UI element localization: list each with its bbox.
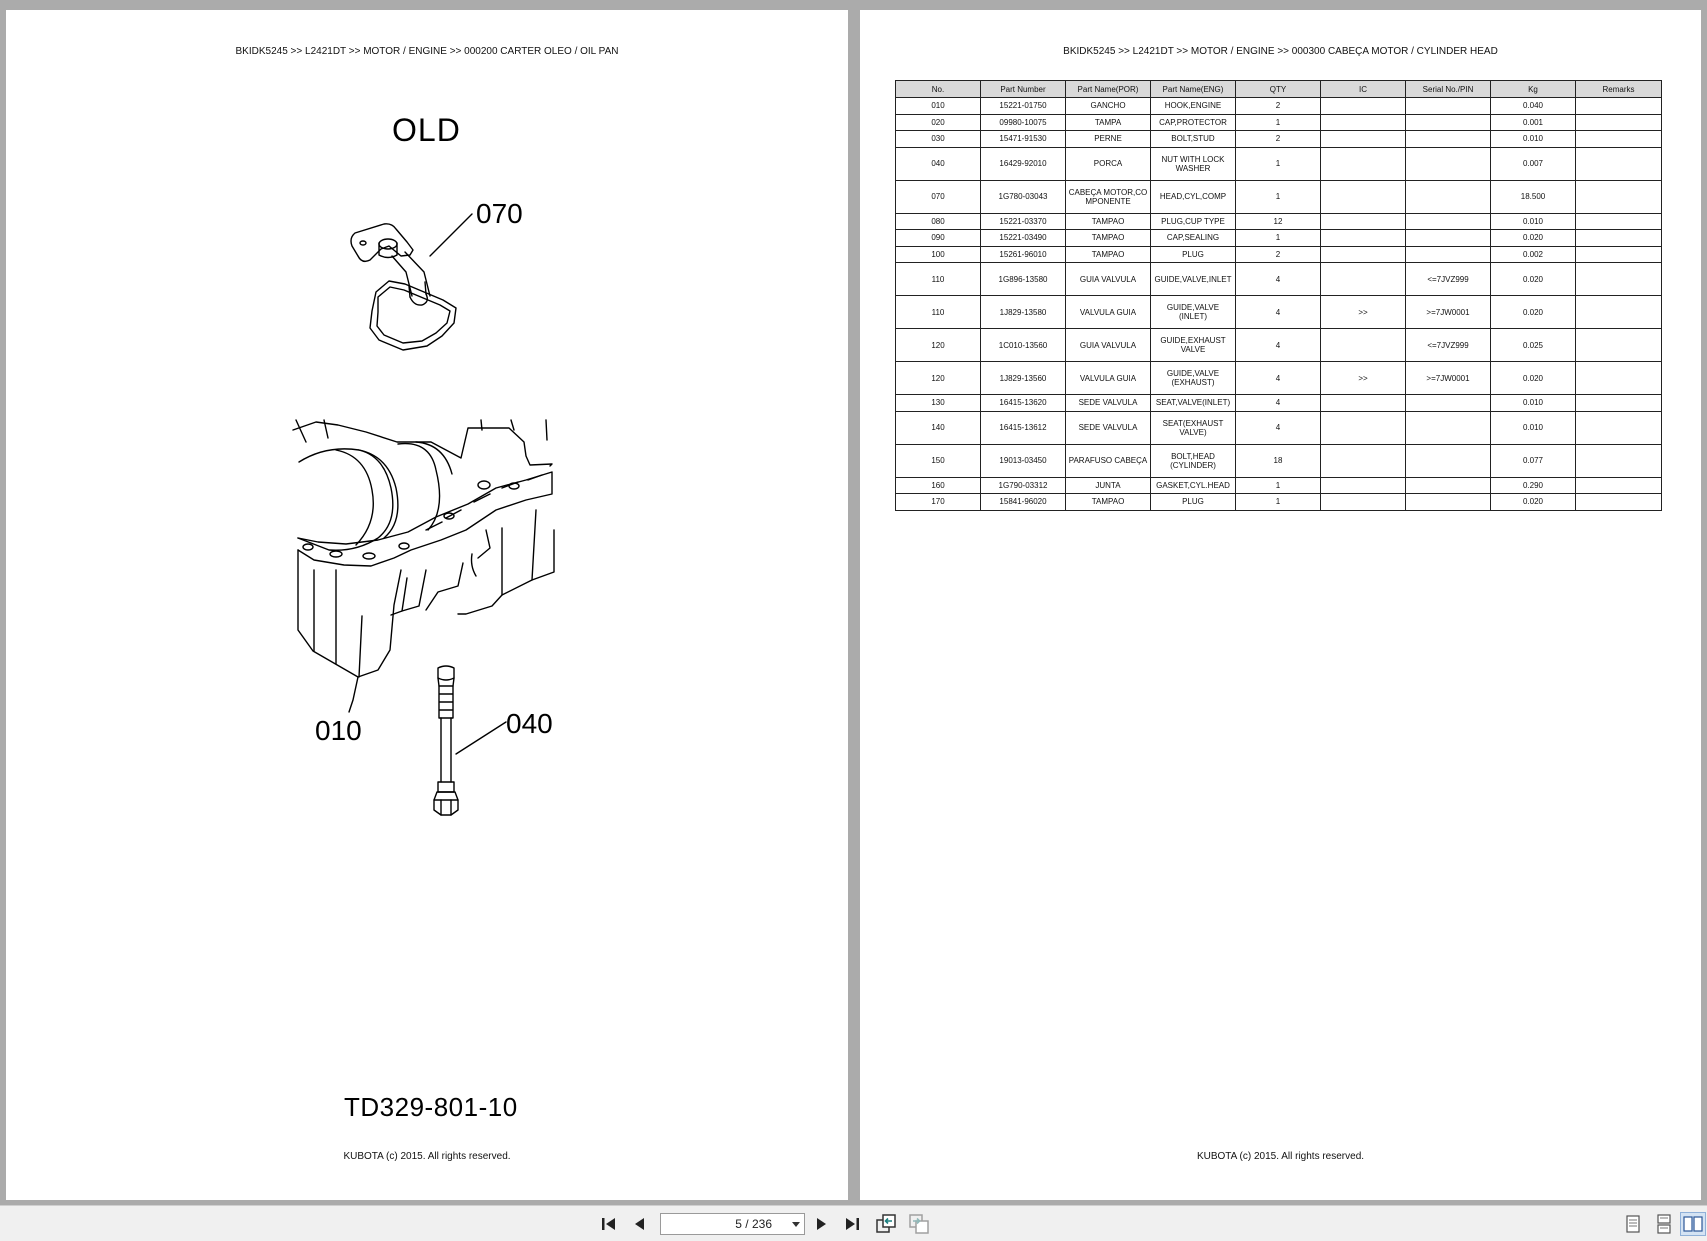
cell-qty: 2	[1236, 98, 1321, 115]
table-row	[896, 213, 1662, 230]
cell-kg: 0.025	[1491, 329, 1576, 362]
cell-part-number: 15221-01750	[981, 98, 1066, 115]
cell-remarks	[1576, 395, 1662, 412]
left-page-footer: KUBOTA (c) 2015. All rights reserved.	[343, 1151, 511, 1162]
cell-kg: 0.020	[1491, 230, 1576, 247]
part-040-illustration	[434, 666, 506, 815]
cell-kg: 0.010	[1491, 131, 1576, 148]
cell-remarks	[1576, 213, 1662, 230]
table-row	[896, 362, 1662, 395]
cell-part-name-por: JUNTA	[1066, 477, 1151, 494]
cell-qty: 2	[1236, 246, 1321, 263]
first-page-icon	[600, 1215, 618, 1233]
cell-part-name-eng: GUIDE,VALVE,INLET	[1151, 263, 1236, 296]
cell-kg: 0.010	[1491, 213, 1576, 230]
cell-part-name-por: TAMPAO	[1066, 246, 1151, 263]
cell-remarks	[1576, 329, 1662, 362]
forward-view-icon	[908, 1213, 930, 1235]
cell-qty: 18	[1236, 444, 1321, 477]
cell-kg: 0.020	[1491, 263, 1576, 296]
cell-part-number: 1G790-03312	[981, 477, 1066, 494]
cell-ic	[1321, 131, 1406, 148]
cell-remarks	[1576, 263, 1662, 296]
cell-part-name-por: TAMPAO	[1066, 494, 1151, 511]
page-number-field[interactable]	[660, 1213, 805, 1235]
oil-pan-drawing	[6, 10, 848, 1200]
viewer-toolbar	[0, 1205, 1707, 1241]
cell-part-name-eng: GUIDE,VALVE (EXHAUST)	[1151, 362, 1236, 395]
cell-ic	[1321, 329, 1406, 362]
cell-ic: >>	[1321, 362, 1406, 395]
part-010-illustration	[293, 420, 554, 712]
cell-kg: 0.010	[1491, 411, 1576, 444]
cell-remarks	[1576, 444, 1662, 477]
cell-serial: <=7JVZ999	[1406, 329, 1491, 362]
cell-kg: 0.007	[1491, 147, 1576, 180]
col-header-no: No.	[896, 81, 981, 98]
next-page-icon	[812, 1215, 830, 1233]
cell-part-name-por: GANCHO	[1066, 98, 1151, 115]
cell-qty: 1	[1236, 494, 1321, 511]
single-page-view-button[interactable]	[1620, 1212, 1646, 1236]
cell-serial	[1406, 98, 1491, 115]
cell-qty: 4	[1236, 411, 1321, 444]
cell-remarks	[1576, 477, 1662, 494]
cell-part-name-por: SEDE VALVULA	[1066, 395, 1151, 412]
cell-qty: 1	[1236, 477, 1321, 494]
cell-part-name-eng: PLUG	[1151, 246, 1236, 263]
cell-no: 020	[896, 114, 981, 131]
cell-ic	[1321, 230, 1406, 247]
cell-serial	[1406, 477, 1491, 494]
cell-no: 070	[896, 180, 981, 213]
page-number-input[interactable]	[661, 1214, 776, 1234]
left-page-breadcrumb: BKIDK5245 >> L2421DT >> MOTOR / ENGINE >> 000200 CARTER OLEO / OIL PAN	[235, 46, 619, 57]
table-header-row	[896, 81, 1662, 98]
cell-serial: >=7JW0001	[1406, 362, 1491, 395]
cell-ic	[1321, 114, 1406, 131]
cell-remarks	[1576, 98, 1662, 115]
cell-kg: 0.077	[1491, 444, 1576, 477]
table-row	[896, 395, 1662, 412]
cell-ic	[1321, 477, 1406, 494]
previous-page-button[interactable]	[627, 1212, 653, 1236]
cell-part-number: 15221-03370	[981, 213, 1066, 230]
cell-part-name-eng: CAP,PROTECTOR	[1151, 114, 1236, 131]
col-header-remarks: Remarks	[1576, 81, 1662, 98]
cell-part-number: 16415-13612	[981, 411, 1066, 444]
table-row	[896, 114, 1662, 131]
cell-ic	[1321, 246, 1406, 263]
cell-ic	[1321, 180, 1406, 213]
cell-serial	[1406, 246, 1491, 263]
previous-page-icon	[631, 1215, 649, 1233]
cell-kg: 0.020	[1491, 494, 1576, 511]
cell-remarks	[1576, 147, 1662, 180]
cell-no: 150	[896, 444, 981, 477]
cell-qty: 1	[1236, 230, 1321, 247]
cell-remarks	[1576, 494, 1662, 511]
cell-serial	[1406, 411, 1491, 444]
cell-no: 040	[896, 147, 981, 180]
cell-serial	[1406, 131, 1491, 148]
cell-part-name-por: CABEÇA MOTOR,COMPONENTE	[1066, 180, 1151, 213]
part-070-illustration	[351, 214, 472, 350]
cell-qty: 1	[1236, 180, 1321, 213]
cell-kg: 0.020	[1491, 296, 1576, 329]
table-row	[896, 263, 1662, 296]
cell-kg: 0.010	[1491, 395, 1576, 412]
cell-remarks	[1576, 131, 1662, 148]
old-label: OLD	[392, 112, 461, 148]
cell-part-name-eng: GASKET,CYL.HEAD	[1151, 477, 1236, 494]
cell-no: 170	[896, 494, 981, 511]
page-dropdown-icon[interactable]	[792, 1222, 800, 1227]
cell-qty: 12	[1236, 213, 1321, 230]
cell-no: 090	[896, 230, 981, 247]
cell-part-name-por: VALVULA GUIA	[1066, 296, 1151, 329]
cell-kg: 18.500	[1491, 180, 1576, 213]
next-page-button[interactable]	[808, 1212, 834, 1236]
cell-ic	[1321, 395, 1406, 412]
cell-part-name-por: GUIA VALVULA	[1066, 329, 1151, 362]
cell-part-name-eng: BOLT,HEAD (CYLINDER)	[1151, 444, 1236, 477]
cell-no: 120	[896, 329, 981, 362]
cell-serial: >=7JW0001	[1406, 296, 1491, 329]
table-row	[896, 444, 1662, 477]
cell-no: 130	[896, 395, 981, 412]
cell-part-name-eng: NUT WITH LOCK WASHER	[1151, 147, 1236, 180]
cell-part-name-por: VALVULA GUIA	[1066, 362, 1151, 395]
col-header-kg: Kg	[1491, 81, 1576, 98]
cell-part-name-por: PERNE	[1066, 131, 1151, 148]
cell-no: 010	[896, 98, 981, 115]
cell-part-name-por: PORCA	[1066, 147, 1151, 180]
cell-ic: >>	[1321, 296, 1406, 329]
cell-kg: 0.290	[1491, 477, 1576, 494]
cell-serial	[1406, 147, 1491, 180]
continuous-page-icon	[1655, 1214, 1673, 1234]
cell-part-name-eng: SEAT,VALVE(INLET)	[1151, 395, 1236, 412]
cell-ic	[1321, 147, 1406, 180]
cell-part-number: 09980-10075	[981, 114, 1066, 131]
cell-kg: 0.002	[1491, 246, 1576, 263]
cell-part-name-por: GUIA VALVULA	[1066, 263, 1151, 296]
cell-part-number: 1J829-13580	[981, 296, 1066, 329]
forward-view-button[interactable]	[906, 1212, 932, 1236]
cell-ic	[1321, 494, 1406, 511]
cell-ic	[1321, 98, 1406, 115]
cell-part-name-eng: HEAD,CYL,COMP	[1151, 180, 1236, 213]
cell-kg: 0.001	[1491, 114, 1576, 131]
cell-part-number: 19013-03450	[981, 444, 1066, 477]
cell-no: 030	[896, 131, 981, 148]
col-header-part-number: Part Number	[981, 81, 1066, 98]
table-row	[896, 296, 1662, 329]
col-header-qty: QTY	[1236, 81, 1321, 98]
cell-serial: <=7JVZ999	[1406, 263, 1491, 296]
cell-qty: 2	[1236, 131, 1321, 148]
cell-kg: 0.040	[1491, 98, 1576, 115]
cell-part-number: 1G780-03043	[981, 180, 1066, 213]
table-row	[896, 411, 1662, 444]
right-page	[860, 10, 1701, 1200]
back-view-button[interactable]	[873, 1212, 899, 1236]
cell-part-name-eng: GUIDE,EXHAUST VALVE	[1151, 329, 1236, 362]
callout-040: 040	[506, 708, 553, 739]
table-row	[896, 230, 1662, 247]
right-page-breadcrumb: BKIDK5245 >> L2421DT >> MOTOR / ENGINE >> 000300 CABEÇA MOTOR / CYLINDER HEAD	[1063, 46, 1498, 57]
callout-010: 010	[315, 715, 362, 746]
single-page-icon	[1624, 1214, 1642, 1234]
cell-remarks	[1576, 114, 1662, 131]
cell-no: 080	[896, 213, 981, 230]
cell-part-name-eng: SEAT(EXHAUST VALVE)	[1151, 411, 1236, 444]
cell-part-name-por: TAMPA	[1066, 114, 1151, 131]
table-row	[896, 131, 1662, 148]
cell-no: 110	[896, 263, 981, 296]
cell-no: 100	[896, 246, 981, 263]
cell-no: 140	[896, 411, 981, 444]
col-header-serial: Serial No./PIN	[1406, 81, 1491, 98]
cell-ic	[1321, 263, 1406, 296]
col-header-part-name-por: Part Name(POR)	[1066, 81, 1151, 98]
cell-remarks	[1576, 296, 1662, 329]
cell-qty: 4	[1236, 329, 1321, 362]
parts-table	[895, 80, 1662, 511]
cell-ic	[1321, 213, 1406, 230]
table-row	[896, 98, 1662, 115]
table-row	[896, 477, 1662, 494]
cell-no: 120	[896, 362, 981, 395]
cell-part-name-eng: PLUG,CUP TYPE	[1151, 213, 1236, 230]
table-row	[896, 329, 1662, 362]
cell-part-name-por: PARAFUSO CABEÇA	[1066, 444, 1151, 477]
cell-remarks	[1576, 246, 1662, 263]
cell-part-number: 15471-91530	[981, 131, 1066, 148]
cell-qty: 1	[1236, 147, 1321, 180]
cell-no: 110	[896, 296, 981, 329]
cell-serial	[1406, 180, 1491, 213]
cell-part-name-eng: BOLT,STUD	[1151, 131, 1236, 148]
table-row	[896, 246, 1662, 263]
cell-ic	[1321, 444, 1406, 477]
cell-serial	[1406, 395, 1491, 412]
cell-part-name-eng: PLUG	[1151, 494, 1236, 511]
table-row	[896, 494, 1662, 511]
cell-remarks	[1576, 180, 1662, 213]
last-page-icon	[843, 1215, 861, 1233]
cell-part-number: 1C010-13560	[981, 329, 1066, 362]
cell-part-name-eng: CAP,SEALING	[1151, 230, 1236, 247]
right-page-footer: KUBOTA (c) 2015. All rights reserved.	[1196, 1151, 1365, 1162]
cell-serial	[1406, 444, 1491, 477]
cell-ic	[1321, 411, 1406, 444]
drawing-code: TD329-801-10	[344, 1092, 518, 1122]
cell-part-number: 16429-92010	[981, 147, 1066, 180]
cell-qty: 4	[1236, 263, 1321, 296]
cell-no: 160	[896, 477, 981, 494]
col-header-part-name-eng: Part Name(ENG)	[1151, 81, 1236, 98]
cell-serial	[1406, 114, 1491, 131]
cell-part-number: 15841-96020	[981, 494, 1066, 511]
back-view-icon	[875, 1213, 897, 1235]
cell-remarks	[1576, 411, 1662, 444]
cell-part-name-eng: GUIDE,VALVE (INLET)	[1151, 296, 1236, 329]
continuous-page-view-button[interactable]	[1651, 1212, 1677, 1236]
two-page-icon	[1683, 1214, 1703, 1234]
cell-serial	[1406, 494, 1491, 511]
left-page	[6, 10, 848, 1200]
cell-remarks	[1576, 362, 1662, 395]
cell-part-name-eng: HOOK,ENGINE	[1151, 98, 1236, 115]
cell-part-name-por: TAMPAO	[1066, 213, 1151, 230]
cell-part-name-por: SEDE VALVULA	[1066, 411, 1151, 444]
cell-part-number: 15261-96010	[981, 246, 1066, 263]
last-page-button[interactable]	[839, 1212, 865, 1236]
cell-qty: 4	[1236, 395, 1321, 412]
cell-kg: 0.020	[1491, 362, 1576, 395]
cell-part-number: 1J829-13560	[981, 362, 1066, 395]
first-page-button[interactable]	[596, 1212, 622, 1236]
cell-remarks	[1576, 230, 1662, 247]
cell-part-number: 1G896-13580	[981, 263, 1066, 296]
callout-070: 070	[476, 198, 523, 229]
cell-part-number: 16415-13620	[981, 395, 1066, 412]
two-page-view-button[interactable]	[1680, 1212, 1706, 1236]
table-row	[896, 147, 1662, 180]
cell-part-number: 15221-03490	[981, 230, 1066, 247]
cell-part-name-por: TAMPAO	[1066, 230, 1151, 247]
cell-qty: 4	[1236, 362, 1321, 395]
cell-serial	[1406, 213, 1491, 230]
table-row	[896, 180, 1662, 213]
col-header-ic: IC	[1321, 81, 1406, 98]
cell-qty: 1	[1236, 114, 1321, 131]
cell-serial	[1406, 230, 1491, 247]
cell-qty: 4	[1236, 296, 1321, 329]
